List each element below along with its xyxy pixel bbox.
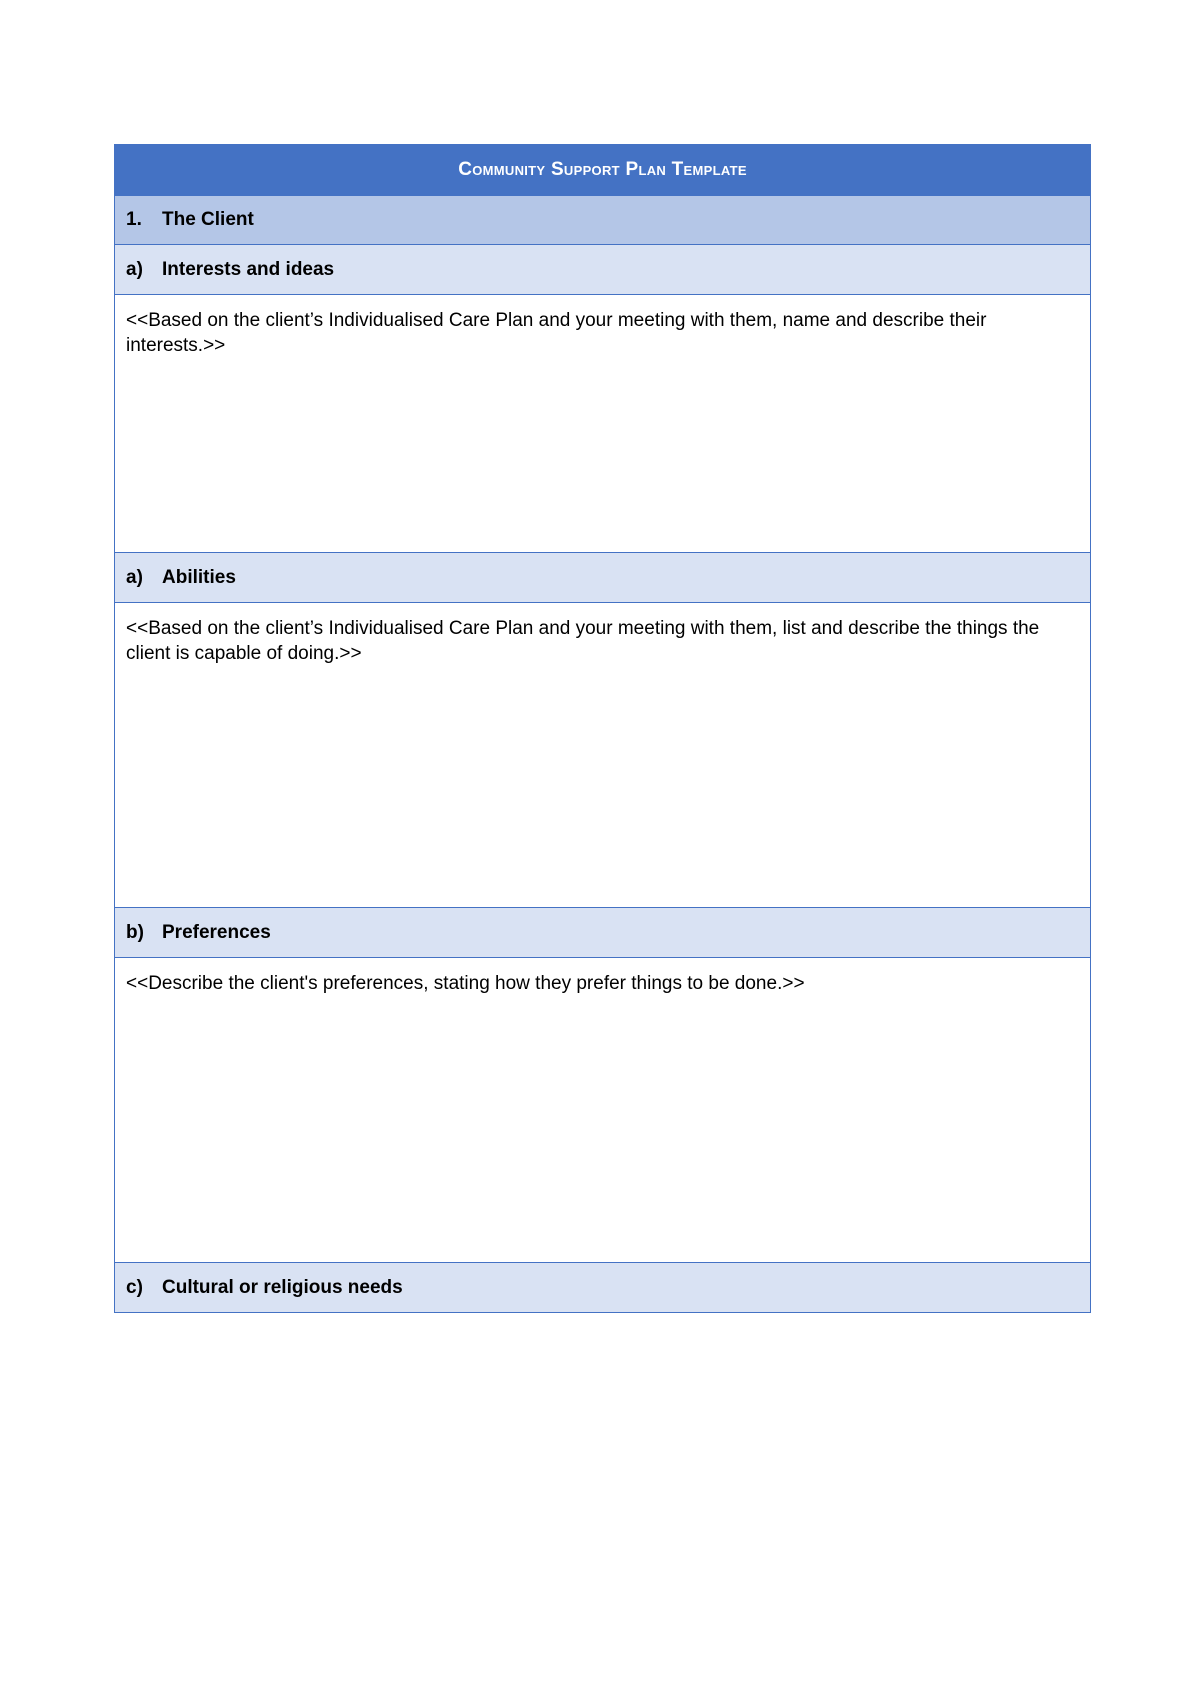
- subsection-header-interests: [115, 245, 1090, 295]
- subsection-letter: a): [126, 258, 143, 280]
- preferences-placeholder: <<Describe the client's preferences, stating how they prefer things to be done.>>: [126, 973, 805, 994]
- subsection-letter: a): [126, 566, 143, 588]
- section-label: The Client: [162, 209, 254, 230]
- subsection-header-cultural-needs: [115, 1263, 1090, 1313]
- community-support-plan-table: [114, 144, 1091, 1313]
- subsection-label: Interests and ideas: [162, 258, 335, 280]
- subsection-label: Preferences: [162, 921, 271, 943]
- interests-placeholder: <<Based on the client’s Individualised Care Plan and your meeting with them, name and describe their interests.>>: [126, 310, 987, 356]
- subsection-label: Abilities: [162, 566, 236, 588]
- subsection-header-preferences: [115, 908, 1090, 958]
- subsection-label: Cultural or religious needs: [162, 1276, 403, 1298]
- abilities-placeholder: <<Based on the client’s Individualised Care Plan and your meeting with them, list and describe the things the client is capable of doing.>>: [126, 618, 1040, 664]
- subsection-letter: b): [126, 921, 144, 943]
- abilities-entry-field[interactable]: [115, 603, 1090, 908]
- subsection-header-abilities: [115, 553, 1090, 603]
- section-header-client: [115, 196, 1090, 245]
- document-title-bar: [115, 145, 1090, 196]
- document-title: Community Support Plan Template: [458, 159, 747, 180]
- interests-entry-field[interactable]: [115, 295, 1090, 553]
- preferences-entry-field[interactable]: [115, 958, 1090, 1263]
- section-number: 1.: [126, 209, 142, 230]
- subsection-letter: c): [126, 1276, 143, 1298]
